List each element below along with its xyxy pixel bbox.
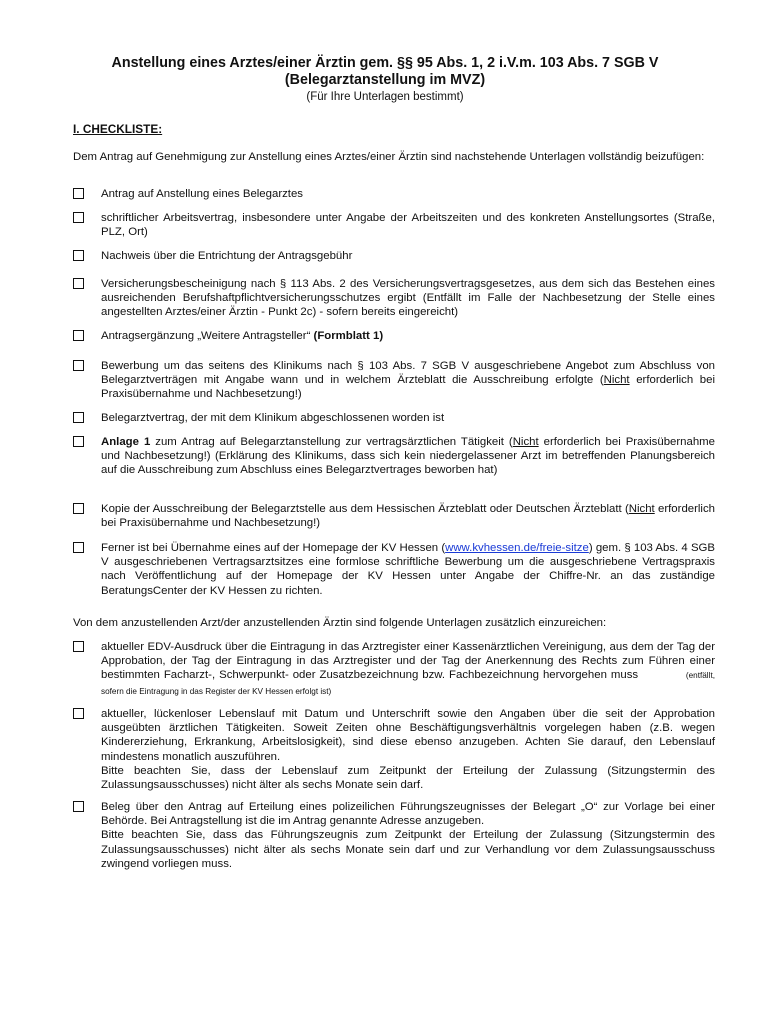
item-text: Beleg über den Antrag auf Erteilung eines polizeilichen Führungszeugnisses der Belegart „O“ zur Vorlage bei einer Behörde. Bei Antragstellung ist die im Antrag genannte Adresse anzugeben. <box>101 801 715 828</box>
checkbox[interactable] <box>73 436 84 447</box>
checkbox[interactable] <box>73 503 84 514</box>
item-text: Ferner ist bei Übernahme eines auf der Homepage der KV Hessen ( <box>101 542 446 554</box>
checklist-item-text <box>101 800 715 871</box>
checkbox[interactable] <box>73 801 84 812</box>
formblatt-reference: (Formblatt 1) <box>313 330 384 342</box>
item-text-note: Bitte beachten Sie, dass der Lebenslauf zum Zeitpunkt der Erteilung der Zulassung (Sitzungstermin des Zulassungsausschusses) nicht älter als sechs Monate sein darf. <box>101 764 715 792</box>
checkbox[interactable] <box>73 641 84 652</box>
item-text: zum Antrag auf Belegarztanstellung zur vertragsärztlichen Tätigkeit ( <box>150 436 513 448</box>
checkbox[interactable] <box>73 360 84 371</box>
checklist-item-text: Belegarztvertrag, der mit dem Klinikum abgeschlossenen worden ist <box>101 412 445 424</box>
item-text: aktueller, lückenloser Lebenslauf mit Datum und Unterschrift sowie den Angaben über die seit der Approbation ausgeübten ärztlichen Tätigkeiten. Soweit Zeiten ohne Beschäftigungsverhältnis vorgelegen haben (z.B. wegen Kindererziehung, Erkrankung, Arbeitslosigkeit), sind diese ebenso anzugeben. Achten Sie darauf, den Lebenslauf mindestens monatlich auszuführen. <box>101 708 715 763</box>
item-text: Kopie der Ausschreibung der Belegarztstelle aus dem Hessischen Ärzteblatt oder Deutschen Ärzteblatt ( <box>101 503 629 515</box>
item-text-note: Bitte beachten Sie, dass das Führungszeugnis zum Zeitpunkt der Erteilung der Zulassung (Sitzungstermin des Zulassungsausschusses) nicht älter als sechs Monate sein darf und zur Verhandlung vor dem Zulassungsausschuss zwingend vorliegen muss. <box>101 829 715 870</box>
item-text: erforderlich bei Praxisübernahme und Nachbesetzung!) <box>101 503 715 530</box>
second-intro-paragraph: Von dem anzustellenden Arzt/der anzustellenden Ärztin sind folgende Unterlagen zusätzlich einzureichen: <box>73 617 607 629</box>
checkbox[interactable] <box>73 412 84 423</box>
checkbox[interactable] <box>73 278 84 289</box>
checkbox[interactable] <box>73 708 84 719</box>
document-title-line2: (Belegarztanstellung im MVZ) <box>284 72 486 88</box>
underlined-word: Nicht <box>512 436 539 448</box>
checklist-item-text <box>101 640 715 699</box>
document-subtitle: (Für Ihre Unterlagen bestimmt) <box>306 91 464 103</box>
item-text: aktueller EDV-Ausdruck über die Eintragung in das Arztregister einer Kassenärztlichen Vereinigung, aus dem der Tag der Approbation, der Tag der Eintragung in das Arztregister und der Tag der Anerkennung des Rechts zum Führen einer bestimmten Facharzt-, Schwerpunkt- oder Zusatzbezeichnung bzw. Fachbezeichnung hervorgehen muss <box>101 641 715 682</box>
item-text: Bewerbung um das seitens des Klinikums nach § 103 Abs. 7 SGB V ausgeschriebene Angebot zum Abschluss von Belegarztverträgen mit Angabe wann und in welchem Ärzteblatt die Ausschreibung erfolgte ( <box>101 360 715 387</box>
checkbox[interactable] <box>73 250 84 261</box>
checklist-item-text <box>101 502 715 530</box>
checkbox[interactable] <box>73 542 84 553</box>
checkbox[interactable] <box>73 212 84 223</box>
document-title-line1: Anstellung eines Arztes/einer Ärztin gem. §§ 95 Abs. 1, 2 i.V.m. 103 Abs. 7 SGB V <box>111 55 659 71</box>
checklist-item-text: Versicherungsbescheinigung nach § 113 Abs. 2 des Versicherungsvertragsgesetzes, aus dem sich das Bestehen eines ausreichenden Berufshaftpflichtversicherungsschutzes ergibt (Entfällt im Falle der Nachbesetzung der Stelle eines angestellten Arztes/einer Ärztin - Punkt 2c) - sofern bereits eingereicht) <box>101 278 715 319</box>
anlage-reference: Anlage 1 <box>101 436 151 448</box>
checklist-item-text <box>101 541 715 598</box>
item-text: ) gem. § 103 Abs. 4 SGB V ausgeschriebenen Vertragsarztsitzes eine formlose schriftliche Bewerbung um die ausgeschriebene Vertragspraxis nach Veröffentlichung auf der Homepage der KV Hessen unter Angabe der Chiffre-Nr. an das zuständige BeratungsCenter der KV Hessen zu richten. <box>101 542 715 597</box>
checklist-item-text <box>101 707 715 792</box>
item-text: erforderlich bei Praxisübernahme und Nachbesetzung!) (Erklärung des Klinikums, dass sich kein niedergelassener Arzt im betreffenden Planungsbereich auf die Ausschreibung zum Abschluss eines Belegarztvertrages beworben hat) <box>101 436 715 477</box>
kv-hessen-link[interactable]: www.kvhessen.de/freie-sitze <box>445 542 589 554</box>
checklist-item-text: Antrag auf Anstellung eines Belegarztes <box>101 188 303 200</box>
item-text: erforderlich bei Praxisübernahme und Nachbesetzung!) <box>101 374 715 401</box>
checklist-item-text <box>101 329 715 343</box>
underlined-word: Nicht <box>603 374 630 387</box>
checklist-item-text <box>101 359 715 402</box>
checklist-item-text: Nachweis über die Entrichtung der Antragsgebühr <box>101 250 353 262</box>
intro-paragraph: Dem Antrag auf Genehmigung zur Anstellung eines Arztes/einer Ärztin sind nachstehende Unterlagen vollständig beizufügen: <box>73 151 705 163</box>
note-text: (entfällt, sofern die Eintragung in das Register der KV Hessen erfolgt ist) <box>101 671 715 696</box>
item-text: Antragsergänzung „Weitere Antragsteller“ <box>101 330 311 342</box>
checkbox[interactable] <box>73 188 84 199</box>
section-heading: I. CHECKLISTE: <box>73 122 163 136</box>
checkbox[interactable] <box>73 330 84 341</box>
underlined-word: Nicht <box>628 503 655 515</box>
checklist-item-text: schriftlicher Arbeitsvertrag, insbesondere unter Angabe der Arbeitszeiten und des konkreten Anstellungsortes (Straße, PLZ, Ort) <box>101 212 715 239</box>
checklist-item-text <box>101 435 715 478</box>
